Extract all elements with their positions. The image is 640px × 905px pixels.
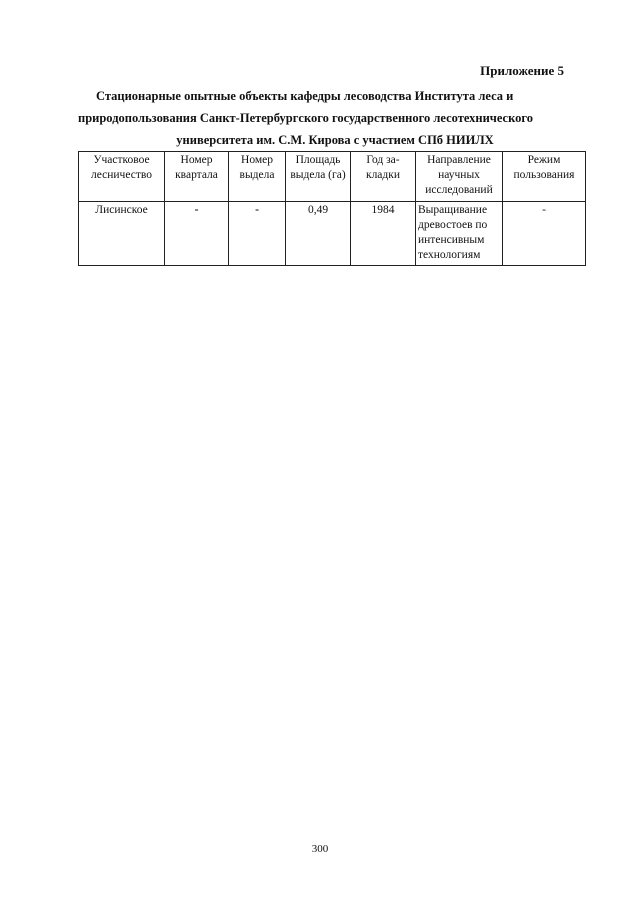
cell-plot-number: - <box>229 202 286 266</box>
table-row <box>79 202 586 266</box>
appendix-label: Приложение 5 <box>480 63 564 78</box>
cell-forestry: Лисинское <box>79 202 165 266</box>
header-year-established: Год за-кладки <box>351 152 416 202</box>
cell-usage-regime: - <box>503 202 586 266</box>
header-usage-regime: Режим пользования <box>503 152 586 202</box>
cell-research-direction: Выращивание древостоев по интенсивным технологиям <box>416 202 503 266</box>
header-quarter-number: Номер квартала <box>165 152 229 202</box>
header-plot-area: Площадь выдела (га) <box>286 152 351 202</box>
header-forestry: Участковое лесничество <box>79 152 165 202</box>
table-header-row <box>79 152 586 202</box>
title-line-2: природопользования Санкт-Петербургского государственного лесотехнического <box>78 111 533 125</box>
title-line-1: Стационарные опытные объекты кафедры лесоводства Института леса и <box>96 89 514 103</box>
cell-quarter-number: - <box>165 202 229 266</box>
header-research-direction: Направление научных исследований <box>416 152 503 202</box>
cell-plot-area: 0,49 <box>286 202 351 266</box>
header-plot-number: Номер выдела <box>229 152 286 202</box>
cell-year-established: 1984 <box>351 202 416 266</box>
page-number: 300 <box>311 843 329 855</box>
document-title <box>78 85 578 151</box>
title-line-3: университета им. С.М. Кирова с участием СПб НИИЛХ <box>176 133 494 147</box>
research-objects-table <box>78 151 586 266</box>
